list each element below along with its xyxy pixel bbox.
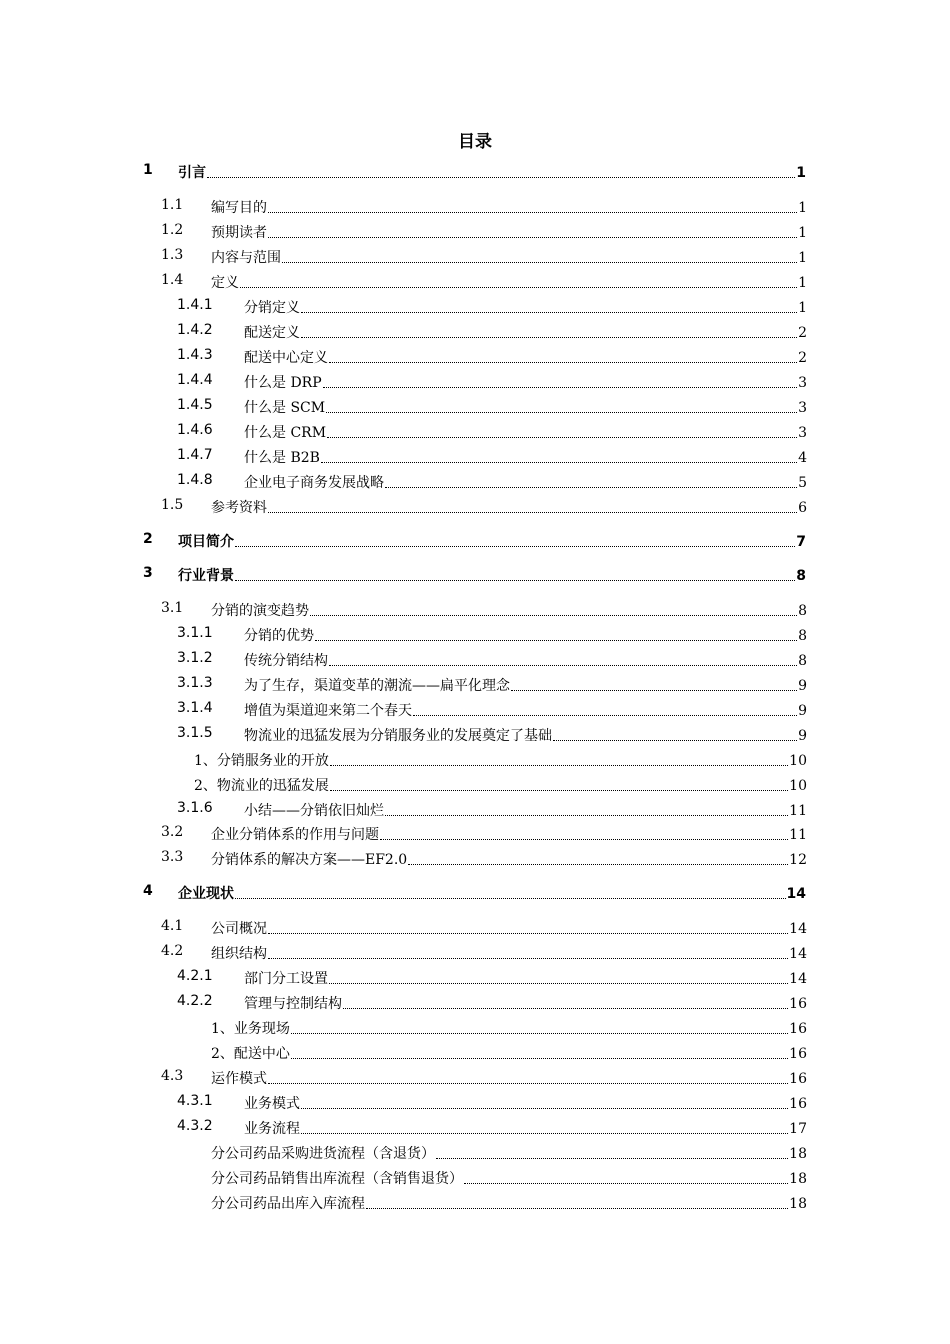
toc-entry-number: 1.5: [161, 497, 184, 513]
dot-leader: [380, 838, 788, 840]
toc-entry-line: [244, 322, 807, 342]
toc-entry-line: [244, 472, 807, 492]
toc-entry-number: 1: [143, 162, 153, 178]
toc-entry-number: 2: [143, 531, 153, 547]
toc-entry-page-number: 11: [789, 803, 807, 819]
toc-entry-page-number: 2: [798, 325, 807, 341]
toc-entry-text: 内容与范围: [211, 250, 281, 266]
toc-entry-text: 企业现状: [178, 886, 234, 902]
toc-entry-page-number: 6: [798, 500, 807, 516]
toc-entry[interactable]: [0, 883, 950, 903]
toc-entry-page-number: 2: [798, 350, 807, 366]
toc-entry-page-number: 18: [789, 1171, 807, 1187]
dot-leader: [207, 176, 795, 178]
toc-entry-text: 为了生存，渠道变革的潮流——扁平化理念: [244, 678, 510, 694]
toc-entry-number: 4: [143, 883, 153, 899]
toc-entry-number: 4.3: [161, 1068, 184, 1084]
toc-entry-line: [244, 625, 807, 645]
toc-entry-number: 1.3: [161, 247, 184, 263]
toc-entry-line: [211, 1168, 807, 1188]
toc-entry[interactable]: [0, 968, 950, 988]
toc-entry-page-number: 4: [798, 450, 807, 466]
toc-entry-number: 1.4.6: [177, 422, 213, 438]
toc-entry-page-number: 10: [789, 778, 807, 794]
toc-entry-page-number: 14: [789, 921, 807, 937]
toc-entry-line: [244, 725, 807, 745]
toc-entry-page-number: 18: [789, 1146, 807, 1162]
toc-entry[interactable]: [0, 297, 950, 317]
toc-entry-number: 1.4.3: [177, 347, 213, 363]
dot-leader: [511, 689, 797, 691]
toc-entry-number: 3: [143, 565, 153, 581]
toc-entry-line: [178, 531, 806, 551]
toc-entry-line: [211, 197, 807, 217]
toc-entry-line: [211, 824, 807, 844]
toc-entry-page-number: 18: [789, 1196, 807, 1212]
dot-leader: [268, 957, 788, 959]
toc-entry-line: [178, 162, 806, 182]
toc-entry-line: [178, 565, 806, 585]
dot-leader: [436, 1157, 788, 1159]
toc-entry[interactable]: [0, 700, 950, 720]
toc-entry-page-number: 14: [789, 971, 807, 987]
toc-entry-text: 分销体系的解决方案——EF2.0: [211, 852, 408, 868]
toc-entry[interactable]: [0, 1168, 950, 1188]
dot-leader: [301, 1107, 788, 1109]
toc-entry-line: [211, 600, 807, 620]
toc-entry[interactable]: [0, 372, 950, 392]
toc-entry-line: [244, 650, 807, 670]
toc-entry-number: 4.2: [161, 943, 184, 959]
toc-entry[interactable]: [0, 497, 950, 517]
toc-entry[interactable]: [0, 1093, 950, 1113]
dot-leader: [408, 863, 788, 865]
dot-leader: [301, 336, 797, 338]
toc-entry[interactable]: [0, 197, 950, 217]
toc-entry-text: 分销定义: [244, 300, 300, 316]
dot-leader: [268, 932, 788, 934]
toc-entry-number: 1.4.5: [177, 397, 213, 413]
toc-entry[interactable]: [0, 222, 950, 242]
toc-entry-number: 4.1: [161, 918, 184, 934]
dot-leader: [291, 1057, 788, 1059]
toc-entry-line: [244, 675, 807, 695]
toc-entry-line: [211, 222, 807, 242]
dot-leader: [268, 511, 797, 513]
toc-entry-text: 管理与控制结构: [244, 996, 342, 1012]
toc-entry[interactable]: [0, 625, 950, 645]
toc-entry-line: [244, 993, 807, 1013]
toc-entry-page-number: 1: [798, 250, 807, 266]
toc-entry[interactable]: [0, 247, 950, 267]
toc-entry-number: 1.4.8: [177, 472, 213, 488]
toc-entry-page-number: 9: [798, 678, 807, 694]
toc-entry-number: 1.1: [161, 197, 184, 213]
toc-entry-page-number: 3: [798, 425, 807, 441]
dot-leader: [321, 461, 797, 463]
toc-entry-number: 3.1.5: [177, 725, 213, 741]
toc-entry[interactable]: [0, 824, 950, 844]
dot-leader: [268, 1082, 788, 1084]
toc-entry-page-number: 3: [798, 375, 807, 391]
toc-entry-page-number: 1: [798, 275, 807, 291]
toc-entry-page-number: 17: [789, 1121, 807, 1137]
dot-leader: [315, 639, 797, 641]
dot-leader: [235, 897, 786, 899]
toc-entry-line: [194, 775, 807, 795]
toc-entry-page-number: 11: [789, 827, 807, 843]
toc-entry-text: 增值为渠道迎来第二个春天: [244, 703, 412, 719]
toc-entry-page-number: 14: [786, 886, 806, 902]
toc-entry-number: 3.2: [161, 824, 184, 840]
toc-entry-page-number: 1: [798, 200, 807, 216]
dot-leader: [329, 361, 797, 363]
toc-entry-text: 分销的优势: [244, 628, 314, 644]
toc-entry[interactable]: [0, 775, 950, 795]
toc-entry[interactable]: [0, 650, 950, 670]
toc-entry-text: 2、配送中心: [211, 1046, 290, 1062]
toc-entry-page-number: 7: [796, 534, 806, 550]
toc-entry-line: [244, 297, 807, 317]
toc-entry-line: [244, 372, 807, 392]
toc-entry-line: [211, 1193, 807, 1213]
dot-leader: [323, 386, 797, 388]
toc-entry-text: 配送定义: [244, 325, 300, 341]
toc-entry-line: [244, 700, 807, 720]
toc-entry-text: 分公司药品采购进货流程（含退货）: [211, 1146, 435, 1162]
dot-leader: [464, 1182, 788, 1184]
toc-entry-number: 1.4.4: [177, 372, 213, 388]
toc-entry-text: 企业电子商务发展战略: [244, 475, 384, 491]
toc-entry-page-number: 16: [789, 1046, 807, 1062]
dot-leader: [413, 714, 797, 716]
dot-leader: [310, 614, 797, 616]
dot-leader: [385, 486, 797, 488]
toc-entry[interactable]: [0, 800, 950, 820]
dot-leader: [329, 982, 788, 984]
toc-entry-text: 业务模式: [244, 1096, 300, 1112]
toc-entry-line: [211, 247, 807, 267]
toc-entry-number: 3.1.4: [177, 700, 213, 716]
toc-entry-line: [211, 497, 807, 517]
toc-entry[interactable]: [0, 750, 950, 770]
toc-entry[interactable]: [0, 1143, 950, 1163]
toc-entry-text: 定义: [211, 275, 239, 291]
toc-entry[interactable]: [0, 1068, 950, 1088]
toc-entry-page-number: 12: [789, 852, 807, 868]
toc-entry-page-number: 9: [798, 703, 807, 719]
toc-entry-line: [244, 800, 807, 820]
toc-entry[interactable]: [0, 347, 950, 367]
toc-entry-line: [211, 1043, 807, 1063]
toc-entry[interactable]: [0, 1118, 950, 1138]
toc-entry-number: 4.3.1: [177, 1093, 213, 1109]
toc-entry-text: 编写目的: [211, 200, 267, 216]
dot-leader: [330, 789, 788, 791]
toc-entry-page-number: 16: [789, 1096, 807, 1112]
toc-entry-line: [211, 1143, 807, 1163]
toc-entry[interactable]: [0, 565, 950, 585]
dot-leader: [329, 664, 797, 666]
toc-entry-line: [211, 918, 807, 938]
toc-entry-text: 参考资料: [211, 500, 267, 516]
toc-entry-number: 4.3.2: [177, 1118, 213, 1134]
toc-entry-text: 配送中心定义: [244, 350, 328, 366]
toc-entry-number: 1.4.1: [177, 297, 213, 313]
toc-entry-text: 分销的演变趋势: [211, 603, 309, 619]
dot-leader: [385, 814, 788, 816]
toc-entry[interactable]: [0, 675, 950, 695]
toc-entry-page-number: 8: [796, 568, 806, 584]
toc-entry[interactable]: [0, 162, 950, 182]
toc-entry-text: 什么是 SCM: [244, 400, 326, 416]
toc-entry-text: 1、业务现场: [211, 1021, 290, 1037]
dot-leader: [282, 261, 797, 263]
toc-entry[interactable]: [0, 472, 950, 492]
toc-entry-page-number: 10: [789, 753, 807, 769]
toc-entry[interactable]: [0, 1193, 950, 1213]
toc-entry-number: 1.2: [161, 222, 184, 238]
toc-entry-page-number: 16: [789, 1021, 807, 1037]
toc-entry-text: 什么是 B2B: [244, 450, 320, 466]
toc-entry-text: 行业背景: [178, 568, 234, 584]
toc-entry-text: 分公司药品出库入库流程: [211, 1196, 365, 1212]
toc-entry-text: 物流业的迅猛发展为分销服务业的发展奠定了基础: [244, 728, 552, 744]
toc-entry[interactable]: [0, 1043, 950, 1063]
toc-entry-page-number: 8: [798, 603, 807, 619]
toc-entry-line: [244, 968, 807, 988]
dot-leader: [366, 1207, 788, 1209]
dot-leader: [327, 436, 797, 438]
toc-title: 目录: [458, 132, 492, 152]
toc-entry-page-number: 8: [798, 628, 807, 644]
toc-entry[interactable]: [0, 993, 950, 1013]
toc-entry-text: 引言: [178, 165, 206, 181]
toc-entry-page-number: 16: [789, 1071, 807, 1087]
dot-leader: [301, 1132, 788, 1134]
toc-entry-text: 运作模式: [211, 1071, 267, 1087]
toc-entry[interactable]: [0, 422, 950, 442]
toc-entry-page-number: 16: [789, 996, 807, 1012]
toc-entry-text: 2、物流业的迅猛发展: [194, 778, 329, 794]
toc-entry-text: 公司概况: [211, 921, 267, 937]
toc-entry-number: 1.4.2: [177, 322, 213, 338]
dot-leader: [268, 211, 797, 213]
dot-leader: [235, 579, 795, 581]
toc-entry-number: 3.1.6: [177, 800, 213, 816]
toc-entry[interactable]: [0, 531, 950, 551]
toc-entry-text: 部门分工设置: [244, 971, 328, 987]
toc-entry-number: 3.1.2: [177, 650, 213, 666]
toc-entry[interactable]: [0, 272, 950, 292]
toc-entry-text: 预期读者: [211, 225, 267, 241]
toc-entry[interactable]: [0, 1018, 950, 1038]
toc-entry-page-number: 1: [798, 225, 807, 241]
dot-leader: [291, 1032, 788, 1034]
toc-entry-page-number: 1: [798, 300, 807, 316]
toc-entry-text: 小结——分销依旧灿烂: [244, 803, 384, 819]
toc-entry-number: 4.2.1: [177, 968, 213, 984]
toc-entry-page-number: 8: [798, 653, 807, 669]
toc-entry-text: 1、分销服务业的开放: [194, 753, 329, 769]
toc-entry-line: [194, 750, 807, 770]
toc-entry-text: 组织结构: [211, 946, 267, 962]
toc-entry-line: [244, 347, 807, 367]
dot-leader: [326, 411, 797, 413]
toc-entry-number: 1.4: [161, 272, 184, 288]
dot-leader: [343, 1007, 788, 1009]
toc-entry-text: 传统分销结构: [244, 653, 328, 669]
toc-entry-page-number: 5: [798, 475, 807, 491]
toc-entry-page-number: 3: [798, 400, 807, 416]
toc-entry-number: 4.2.2: [177, 993, 213, 1009]
toc-entry-line: [211, 1068, 807, 1088]
toc-entry-number: 3.1.3: [177, 675, 213, 691]
toc-entry-line: [211, 943, 807, 963]
toc-entry-line: [211, 1018, 807, 1038]
toc-entry-line: [244, 397, 807, 417]
toc-entry-line: [244, 422, 807, 442]
toc-entry-text: 分公司药品销售出库流程（含销售退货）: [211, 1171, 463, 1187]
toc-entry[interactable]: [0, 600, 950, 620]
dot-leader: [553, 739, 797, 741]
toc-entry-line: [178, 883, 806, 903]
toc-entry-page-number: 9: [798, 728, 807, 744]
toc-entry[interactable]: [0, 943, 950, 963]
toc-entry-line: [211, 272, 807, 292]
toc-entry[interactable]: [0, 725, 950, 745]
toc-entry-number: 3.3: [161, 849, 184, 865]
toc-entry-text: 企业分销体系的作用与问题: [211, 827, 379, 843]
toc-entry-line: [244, 1093, 807, 1113]
dot-leader: [268, 236, 797, 238]
toc-entry-number: 3.1.1: [177, 625, 213, 641]
toc-entry[interactable]: [0, 918, 950, 938]
dot-leader: [330, 764, 788, 766]
toc-entry-page-number: 14: [789, 946, 807, 962]
dot-leader: [240, 286, 797, 288]
toc-entry-text: 项目简介: [178, 534, 234, 550]
toc-entry-line: [244, 1118, 807, 1138]
toc-entry-text: 什么是 DRP: [244, 375, 322, 391]
dot-leader: [235, 545, 795, 547]
toc-entry[interactable]: [0, 849, 950, 869]
toc-entry-number: 3.1: [161, 600, 184, 616]
toc-entry-page-number: 1: [796, 165, 806, 181]
toc-entry[interactable]: [0, 447, 950, 467]
toc-entry[interactable]: [0, 322, 950, 342]
toc-entry-text: 业务流程: [244, 1121, 300, 1137]
dot-leader: [301, 311, 797, 313]
toc-entry-line: [211, 849, 807, 869]
toc-entry[interactable]: [0, 397, 950, 417]
toc-entry-line: [244, 447, 807, 467]
toc-entry-text: 什么是 CRM: [244, 425, 327, 441]
toc-entry-number: 1.4.7: [177, 447, 213, 463]
